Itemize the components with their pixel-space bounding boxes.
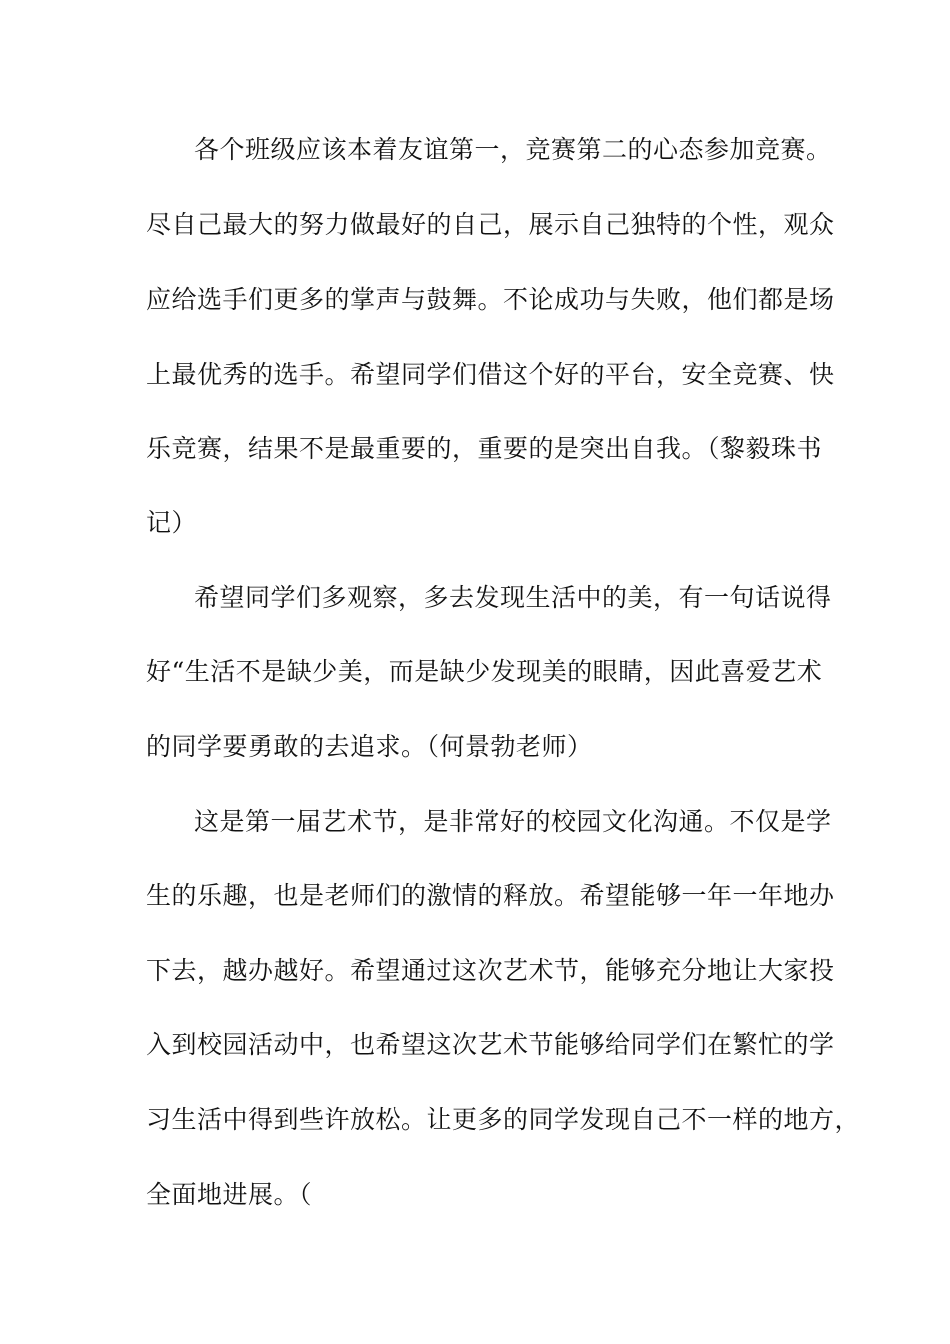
- paragraph-1-line-4: 上最优秀的选手。希望同学们借这个好的平台，安全竞赛、快: [146, 360, 835, 389]
- paragraph-3-line-4: 入到校园活动中，也希望这次艺术节能够给同学们在繁忙的学: [146, 1030, 835, 1059]
- paragraph-2-line-2: 好“生活不是缺少美，而是缺少发现美的眼睛，因此喜爱艺术: [146, 657, 823, 686]
- paragraph-3-line-5: 习生活中得到些许放松。让更多的同学发现自己不一样的地方，: [146, 1105, 861, 1134]
- paragraph-2-line-3: 的同学要勇敢的去追求。（何景勃老师）: [146, 732, 593, 761]
- paragraph-1-line-2: 尽自己最大的努力做最好的自己，展示自己独特的个性，观众: [146, 210, 835, 239]
- paragraph-1-line-6: 记）: [146, 508, 198, 537]
- paragraph-3-line-6: 全面地进展。（: [146, 1180, 313, 1209]
- paragraph-1-line-3: 应给选手们更多的掌声与鼓舞。不论成功与失败，他们都是场: [146, 285, 835, 314]
- paragraph-1-line-5: 乐竞赛，结果不是最重要的，重要的是突出自我。（黎毅珠书: [146, 434, 823, 463]
- paragraph-2-line-1: 希望同学们多观察，多去发现生活中的美，有一句话说得: [194, 583, 832, 612]
- paragraph-1-line-1: 各个班级应该本着友谊第一，竞赛第二的心态参加竞赛。: [194, 135, 832, 164]
- paragraph-3-line-1: 这是第一届艺术节，是非常好的校园文化沟通。不仅是学: [194, 807, 832, 836]
- paragraph-3-line-2: 生的乐趣，也是老师们的激情的释放。希望能够一年一年地办: [146, 881, 835, 910]
- paragraph-3-line-3: 下去，越办越好。希望通过这次艺术节，能够充分地让大家投: [146, 956, 835, 985]
